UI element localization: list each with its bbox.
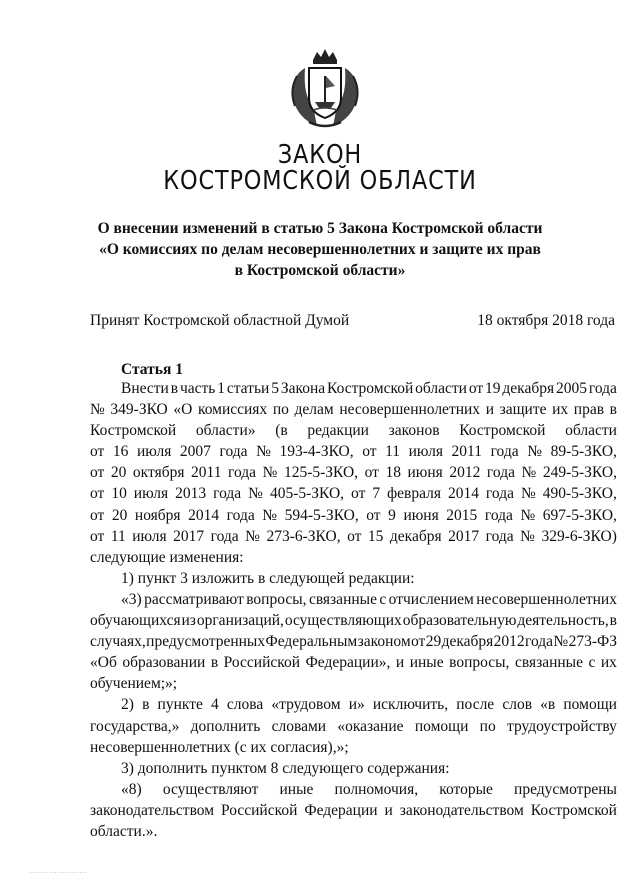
article-body-line: несовершеннолетних (с их согласия),»; <box>90 738 349 756</box>
article-body-line: государства,» дополнить словами «оказание помощи по трудоустройству <box>90 717 617 735</box>
article-body-line: области.». <box>90 822 158 840</box>
article-body-line: от 11 июля 2017 года № 273-6-ЗКО, от 15 декабря 2017 года № 329-6-ЗКО) <box>90 527 617 545</box>
article-body-line: от 10 июля 2013 года № 405-5-ЗКО, от 7 февраля 2014 года № 490-5-ЗКО, <box>90 485 617 503</box>
article-body-line: № 349-ЗКО «О комиссиях по делам несовершеннолетних и защите их прав в <box>90 401 617 419</box>
article-body-line: случаях, предусмотренных Федеральным законом от 29 декабря 2012 года № 273-ФЗ <box>90 633 617 651</box>
article-body-line: от 16 июля 2007 года № 193-4-ЗКО, от 11 июля 2011 года № 89-5-ЗКО, <box>90 443 617 461</box>
article-heading: Статья 1 <box>121 361 183 378</box>
article-body-line: «3) рассматривают вопросы, связанные с отчислением несовершеннолетних <box>121 590 617 608</box>
article-body-line: следующие изменения: <box>90 548 244 566</box>
article-body-line: «Об образовании в Российской Федерации», и иные вопросы, связанные с их <box>90 654 617 672</box>
law-subtitle-line: в Костромской области» <box>234 262 406 279</box>
footer-scan-mark: ..................... <box>30 867 88 875</box>
article-body-line: 3) дополнить пунктом 8 следующего содержания: <box>121 759 450 777</box>
article-body-line: 1) пункт 3 изложить в следующей редакции: <box>121 569 415 587</box>
article-body-line: обучающихся из организаций, осуществляющих образовательную деятельность, в <box>90 612 617 630</box>
article-body-line: законодательством Российской Федерации и законодательством Костромской <box>90 801 617 819</box>
article-body <box>90 378 617 842</box>
article-body-line: от 20 ноября 2014 года № 594-5-ЗКО, от 9 июня 2015 года № 697-5-ЗКО, <box>90 506 617 524</box>
region-title: КОСТРОМСКОЙ ОБЛАСТИ <box>163 166 477 196</box>
document-type-title: ЗАКОН <box>277 140 363 170</box>
article-body-line: обучением;»; <box>90 675 178 693</box>
law-subtitle-line: О внесении изменений в статью 5 Закона Костромской области <box>97 220 543 237</box>
article-body-line: Внести в часть 1 статьи 5 Закона Костромской области от 19 декабря 2005 года <box>121 380 617 397</box>
article-body-line: 2) в пункте 4 слова «трудовом и» исключить, после слов «в помощи <box>121 696 617 714</box>
article-body-line: «8) осуществляют иные полномочия, которые предусмотрены <box>121 780 617 798</box>
coat-of-arms-icon <box>283 46 367 130</box>
article-body-line: Костромской области» (в редакции законов Костромской области <box>90 422 617 440</box>
law-subtitle-line: «О комиссиях по делам несовершеннолетних и защите их прав <box>99 241 541 258</box>
adopted-by-text: Принят Костромской областной Думой <box>90 312 350 329</box>
adoption-date: 18 октября 2018 года <box>477 312 615 329</box>
article-body-line: от 20 октября 2011 года № 125-5-ЗКО, от 18 июня 2012 года № 249-5-ЗКО, <box>90 464 617 482</box>
